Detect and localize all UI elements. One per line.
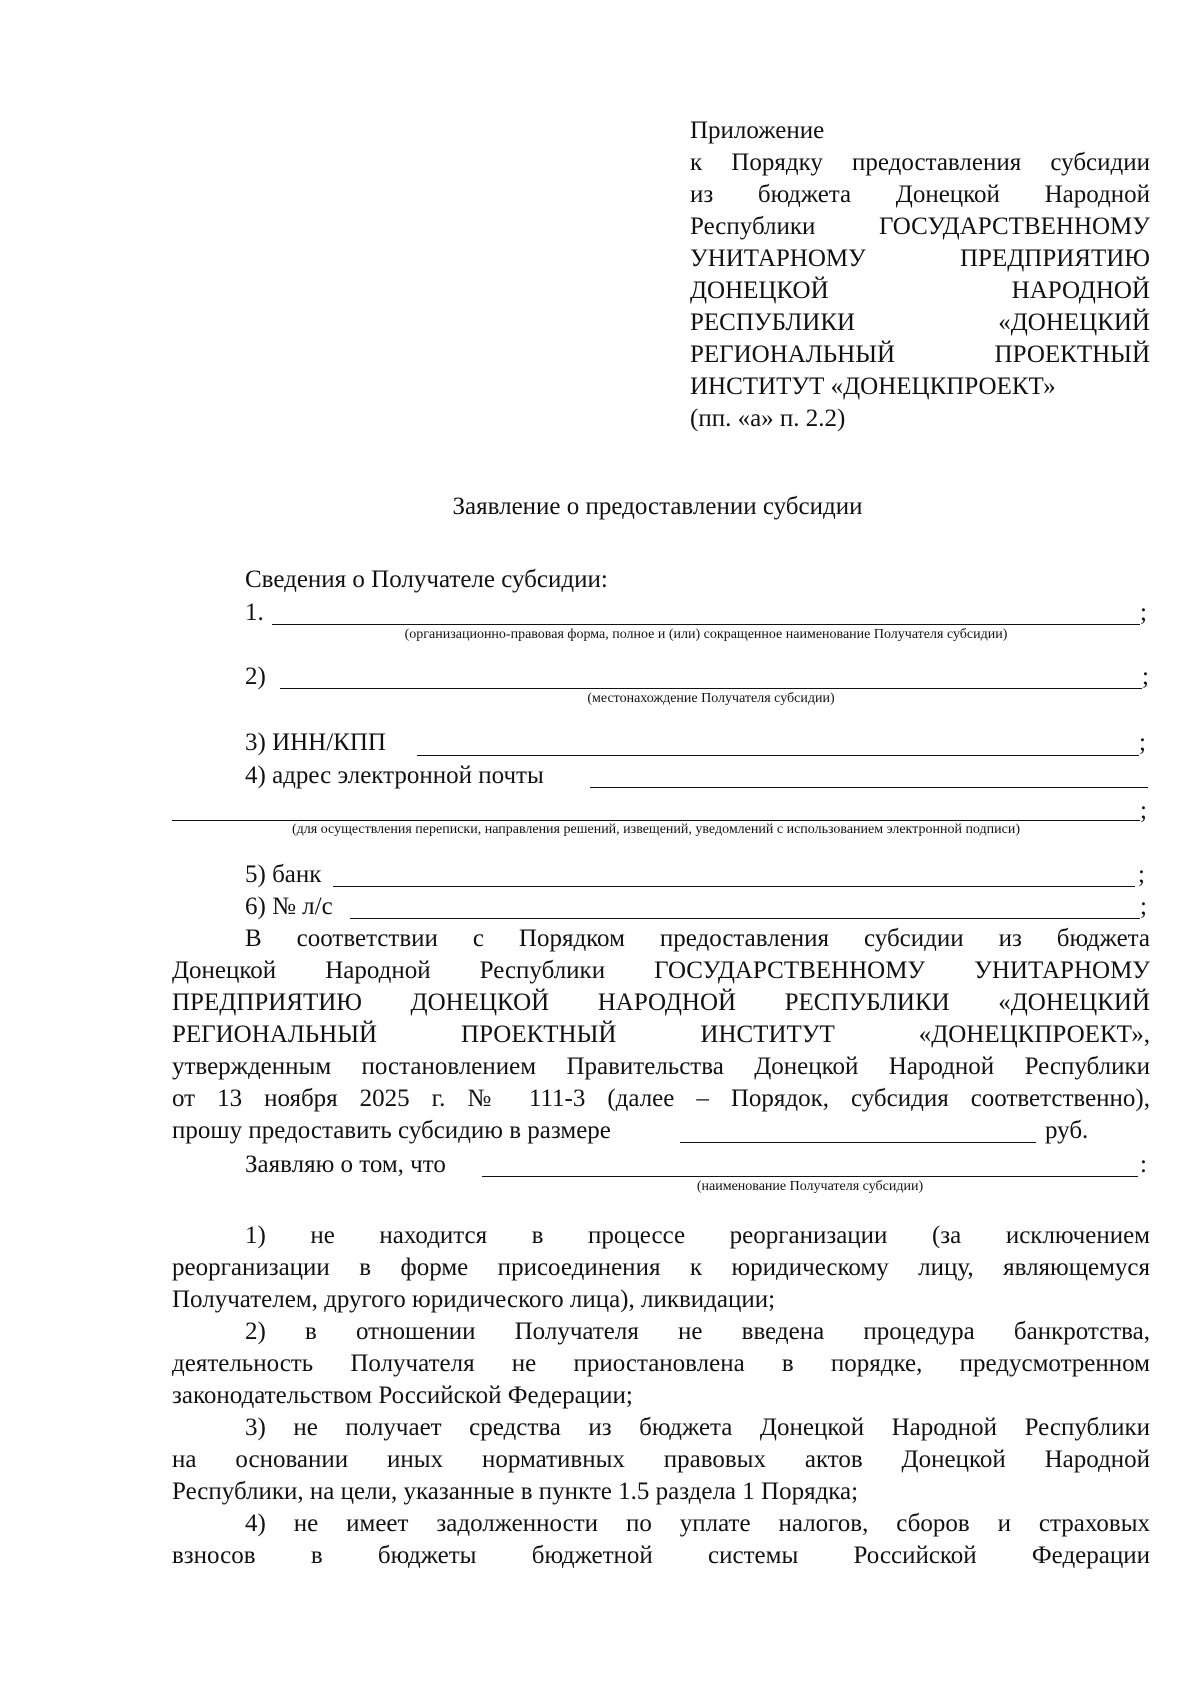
item-line: взносов в бюджеты бюджетной системы Российской Федерации bbox=[172, 1542, 1150, 1569]
item-line: на основании иных нормативных правовых актов Донецкой Народной bbox=[172, 1446, 1150, 1473]
document-title: Заявление о предоставлении субсидии bbox=[452, 493, 863, 520]
item-line: реорганизации в форме присоединения к юридическому лицу, являющемуся bbox=[172, 1254, 1150, 1281]
field6-semicolon: ; bbox=[1140, 893, 1147, 920]
item-line: 2) в отношении Получателя не введена процедура банкротства, bbox=[245, 1318, 1150, 1345]
field6-underline[interactable] bbox=[350, 918, 1140, 919]
field5-underline[interactable] bbox=[333, 886, 1135, 887]
field4-underline-continued[interactable] bbox=[172, 820, 1140, 821]
declare-colon: : bbox=[1140, 1151, 1147, 1178]
item-line: законодательством Российской Федерации; bbox=[172, 1382, 633, 1409]
declare-underline[interactable] bbox=[482, 1176, 1138, 1177]
amount-prefix: прошу предоставить субсидию в размере bbox=[172, 1117, 611, 1144]
paragraph-line: В соответствии с Порядком предоставления субсидии из бюджета bbox=[245, 925, 1150, 952]
item-line: 1) не находится в процессе реорганизации (за исключением bbox=[245, 1222, 1150, 1249]
field4-label: 4) адрес электронной почты bbox=[245, 762, 544, 789]
item-line: 4) не имеет задолженности по уплате налогов, сборов и страховых bbox=[245, 1510, 1150, 1537]
paragraph-line: от 13 ноября 2025 г. № 111-3 (далее – Порядок, субсидия соответственно), bbox=[172, 1085, 1150, 1112]
field4-underline[interactable] bbox=[590, 787, 1148, 788]
paragraph-line: утвержденным постановлением Правительства Донецкой Народной Республики bbox=[172, 1053, 1150, 1080]
field5-semicolon: ; bbox=[1138, 861, 1145, 888]
declare-caption: (наименование Получателя субсидии) bbox=[696, 1179, 924, 1194]
paragraph-line: РЕГИОНАЛЬНЫЙ ПРОЕКТНЫЙ ИНСТИТУТ «ДОНЕЦКПРОЕКТ», bbox=[172, 1021, 1150, 1048]
paragraph-line: Донецкой Народной Республики ГОСУДАРСТВЕННОМУ УНИТАРНОМУ bbox=[172, 957, 1150, 984]
field4-caption: (для осуществления переписки, направления решений, извещений, уведомлений с использованием электронной подписи) bbox=[291, 822, 1021, 837]
field2-semicolon: ; bbox=[1142, 663, 1149, 690]
declare-prefix: Заявляю о том, что bbox=[245, 1151, 446, 1178]
recipient-heading: Сведения о Получателе субсидии: bbox=[245, 566, 608, 593]
field1-semicolon: ; bbox=[1140, 599, 1147, 626]
appendix-line: Республики ГОСУДАРСТВЕННОМУ bbox=[690, 213, 1150, 240]
amount-underline[interactable] bbox=[680, 1142, 1036, 1143]
field3-underline[interactable] bbox=[417, 755, 1139, 756]
appendix-line: РЕСПУБЛИКИ «ДОНЕЦКИЙ bbox=[690, 309, 1150, 336]
field2-underline[interactable] bbox=[280, 688, 1142, 689]
field5-label: 5) банк bbox=[245, 861, 322, 888]
item-line: 3) не получает средства из бюджета Донецкой Народной Республики bbox=[245, 1414, 1150, 1441]
appendix-line: к Порядку предоставления субсидии bbox=[690, 149, 1150, 176]
field4-semicolon: ; bbox=[1140, 797, 1147, 824]
appendix-line: Приложение bbox=[690, 117, 825, 144]
field3-semicolon: ; bbox=[1139, 729, 1146, 756]
paragraph-line: ПРЕДПРИЯТИЮ ДОНЕЦКОЙ НАРОДНОЙ РЕСПУБЛИКИ «ДОНЕЦКИЙ bbox=[172, 989, 1150, 1016]
appendix-line: ИНСТИТУТ «ДОНЕЦКПРОЕКТ» bbox=[690, 373, 1056, 400]
item-line: Республики, на цели, указанные в пункте 1.5 раздела 1 Порядка; bbox=[172, 1478, 859, 1505]
field2-label: 2) bbox=[245, 663, 266, 690]
field2-caption: (местонахождение Получателя субсидии) bbox=[587, 691, 835, 706]
field3-label: 3) ИНН/КПП bbox=[245, 729, 386, 756]
appendix-line: РЕГИОНАЛЬНЫЙ ПРОЕКТНЫЙ bbox=[690, 341, 1150, 368]
amount-suffix: руб. bbox=[1045, 1117, 1089, 1144]
appendix-line: ДОНЕЦКОЙ НАРОДНОЙ bbox=[690, 277, 1150, 304]
field1-label: 1. bbox=[245, 599, 264, 626]
item-line: Получателем, другого юридического лица), ликвидации; bbox=[172, 1286, 776, 1313]
appendix-line: (пп. «а» п. 2.2) bbox=[690, 405, 846, 432]
field1-underline[interactable] bbox=[272, 624, 1140, 625]
field6-label: 6) № л/с bbox=[245, 893, 333, 920]
item-line: деятельность Получателя не приостановлена в порядке, предусмотренном bbox=[172, 1350, 1150, 1377]
appendix-line: из бюджета Донецкой Народной bbox=[690, 181, 1150, 208]
appendix-line: УНИТАРНОМУ ПРЕДПРИЯТИЮ bbox=[690, 245, 1150, 272]
field1-caption: (организационно-правовая форма, полное и (или) сокращенное наименование Получателя субсидии) bbox=[404, 627, 1008, 642]
